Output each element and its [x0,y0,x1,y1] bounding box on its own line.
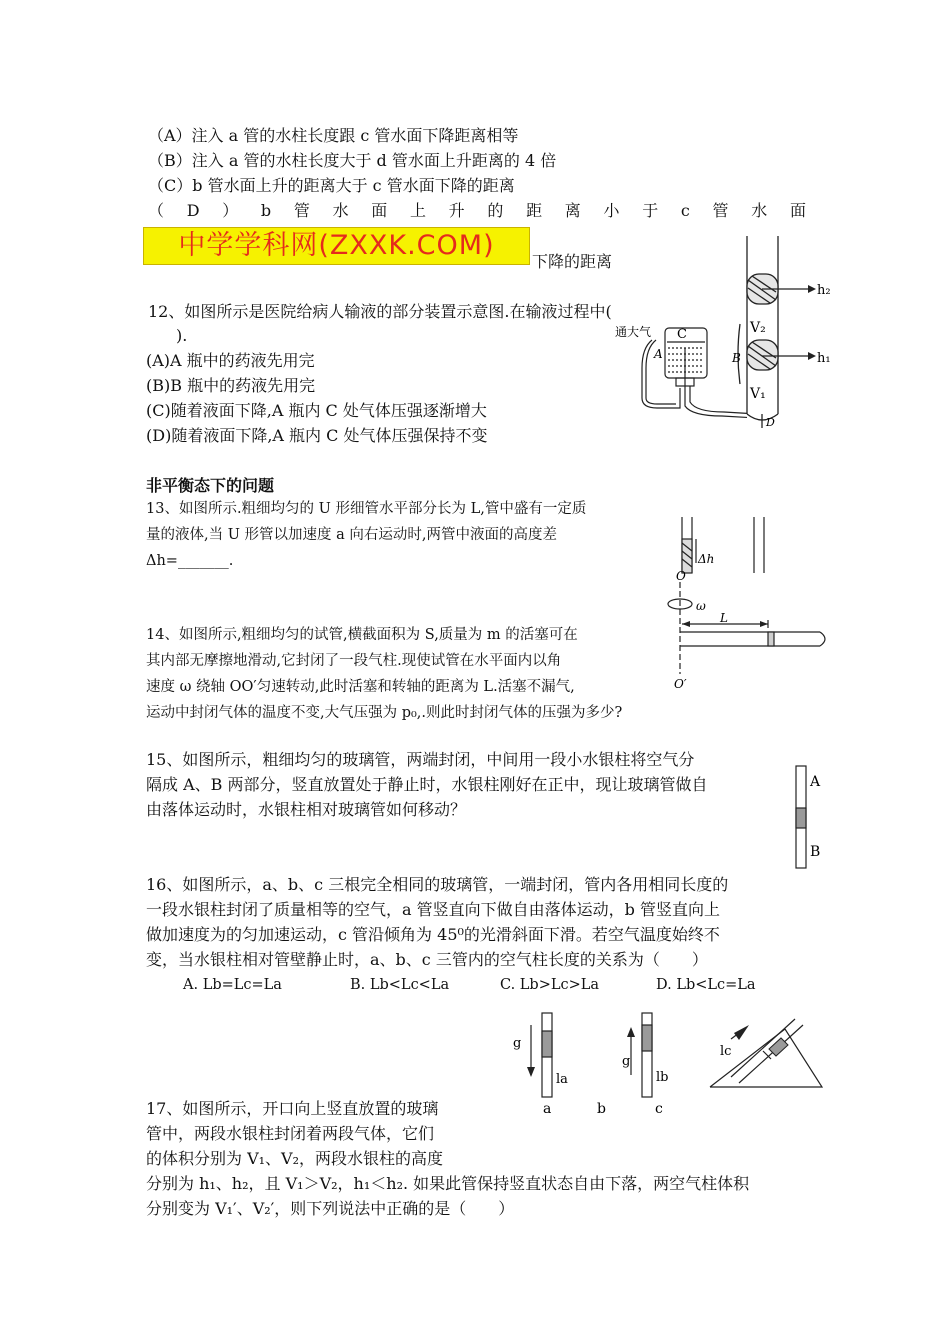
watermark-logo: 中学学科网(ZXXK.COM) [143,227,530,265]
q17-line-3: 的体积分别为 V₁、V₂，两段水银柱的高度 [146,1149,444,1168]
q13-line-3: Δh=_______. [146,553,234,569]
q14-line-3: 速度 ω 绕轴 OO′匀速转动,此时活塞和转轴的距离为 L.活塞不漏气, [146,679,575,695]
closed-tube-figure [790,762,835,872]
q11-option-d-char: ） [222,201,239,220]
q17-line-4: 分别为 h₁、h₂，且 V₁＞V₂，h₁＜h₂. 如果此管保持竖直状态自由下落，两空气柱体积 [146,1174,750,1193]
label-l: L [720,611,728,625]
q12-option-b: (B)B 瓶中的药液先用完 [146,376,316,395]
q11-option-d-char: 的 [487,201,504,220]
label-delta-h: Δh [698,552,715,566]
label-o-prime: O′ [674,677,687,691]
q15-line-3: 由落体运动时，水银柱相对玻璃管如何移动？ [146,800,467,819]
q13-line-1: 13、如图所示.粗细均匀的 U 形细管水平部分长为 L,管中盛有一定质 [146,501,587,517]
q11-option-d-char: （ [148,201,165,220]
label-tube-c: c [655,1101,663,1117]
label-h2: h₂ [817,283,831,298]
q16-option-d: D. Lb<Lc=La [656,977,756,993]
q11-option-d-char: 面 [789,201,806,220]
q16-option-a: A. Lb=Lc=La [183,977,282,993]
q17-line-5: 分别变为 V₁′、V₂′，则下列说法中正确的是（ ） [146,1199,515,1218]
q11-option-d-char: 水 [751,201,768,220]
q11-option-d-char: 管 [712,201,729,220]
q11-option-d-char: c [680,201,690,220]
label-a: A [654,347,663,361]
q12-stem-end: ). [176,326,188,345]
label-omega: ω [696,599,706,613]
label-c: C [677,327,687,342]
label-o: O [676,569,686,583]
label-lb: lb [656,1070,669,1085]
label-g-a: g [513,1036,522,1051]
label-air: 通大气 [615,325,652,339]
q15-line-2: 隔成 A、B 两部分，竖直放置处于静止时，水银柱刚好在正中，现让玻璃管做自 [146,775,708,794]
q16-line-4: 变，当水银柱相对管壁静止时，a、b、c 三管内的空气柱长度的关系为（ ） [146,950,708,969]
label-v2: V₂ [750,320,766,336]
q17-line-2: 管中，两段水银柱封闭着两段气体，它们 [146,1124,435,1143]
q14-line-2: 其内部无摩擦地滑动,它封闭了一段气柱.现使试管在水平面内以角 [146,653,562,669]
label-lc: lc [720,1044,732,1059]
q11-option-d-char: b [260,201,272,220]
q14-line-4: 运动中封闭气体的温度不变,大气压强为 p₀,.则此时封闭气体的压强为多少? [146,705,623,721]
label-tube-a: a [543,1101,552,1117]
q11-option-d-char: 管 [293,201,310,220]
q11-option-d-end: 下降的距离 [532,252,613,271]
label-la: la [556,1072,568,1087]
infusion-figure [612,318,747,433]
q11-option-d-char: 于 [642,201,659,220]
label-v1: V₁ [750,386,766,402]
q16-line-2: 一段水银柱封闭了质量相等的空气，a 管竖直向下做自由落体运动，b 管竖直向上 [146,900,720,919]
label-d: D [766,416,775,429]
q11-option-d-spread [148,199,806,223]
q12-option-c: (C)随着液面下降,A 瓶内 C 处气体压强逐渐增大 [146,401,487,420]
rotating-tube-figure [660,562,835,692]
q11-option-d-char: 升 [448,201,465,220]
q16-option-c: C. Lb>Lc>La [500,977,600,993]
section-title: 非平衡态下的问题 [146,476,275,495]
three-tubes-figure [505,1005,830,1117]
q16-option-b: B. Lb<Lc<La [350,977,450,993]
label-g-b: g [622,1054,631,1069]
q16-line-3: 做加速度为的匀加速运动，c 管沿倾角为 45⁰的光滑斜面下滑。若空气温度始终不 [146,925,720,944]
q12-option-d: (D)随着液面下降,A 瓶内 C 处气体压强保持不变 [146,426,488,445]
label-b: B [732,351,741,365]
q11-option-d-char: 水 [332,201,349,220]
q11-option-d-char: 距 [526,201,543,220]
q11-option-b: （B）注入 a 管的水柱长度大于 d 管水面上升距离的 4 倍 [148,151,557,170]
q14-line-1: 14、如图所示,粗细均匀的试管,横截面积为 S,质量为 m 的活塞可在 [146,627,578,643]
q12-stem: 12、如图所示是医院给病人输液的部分装置示意图.在输液过程中( [148,302,612,321]
q16-line-1: 16、如图所示，a、b、c 三根完全相同的玻璃管，一端封闭，管内各用相同长度的 [146,875,729,894]
label-h1: h₁ [817,351,831,366]
q11-option-c: （C）b 管水面上升的距离大于 c 管水面下降的距离 [148,176,515,195]
label-b: B [810,844,821,860]
label-tube-b: b [597,1101,606,1117]
q11-option-a: （A）注入 a 管的水柱长度跟 c 管水面下降距离相等 [148,126,519,145]
q11-option-d-char: 离 [564,201,581,220]
q15-line-1: 15、如图所示，粗细均匀的玻璃管，两端封闭，中间用一段小水银柱将空气分 [146,750,695,769]
label-a: A [810,774,821,790]
q11-option-d-char: 上 [409,201,426,220]
q12-option-a: (A)A 瓶中的药液先用完 [146,351,315,370]
q11-option-d-char: 小 [603,201,620,220]
q11-option-d-char: D [186,201,200,220]
q11-option-d-char: 面 [371,201,388,220]
q17-line-1: 17、如图所示，开口向上竖直放置的玻璃 [146,1099,439,1118]
q13-line-2: 量的液体,当 U 形管以加速度 a 向右运动时,两管中液面的高度差 [146,527,558,543]
